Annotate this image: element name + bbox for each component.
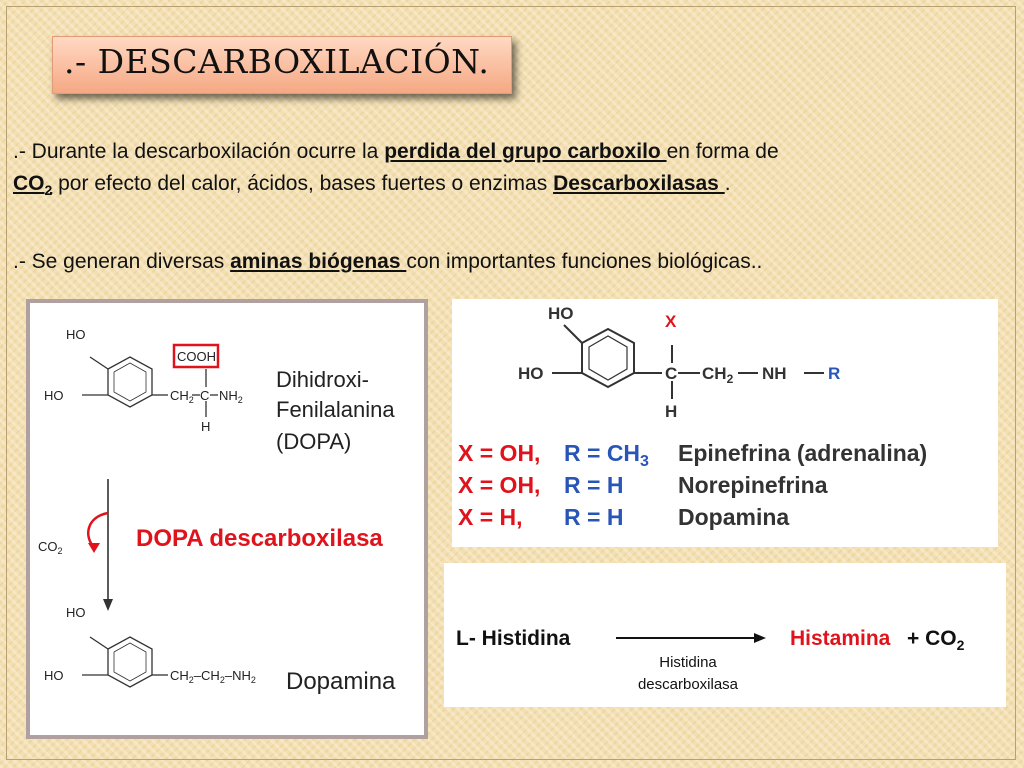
- histidine-label: L- Histidina: [456, 627, 571, 650]
- co2-term: $CO_2$: [13, 172, 53, 199]
- ho-label: HO: [44, 668, 64, 683]
- row-r: $R = CH_3$: [564, 440, 649, 470]
- dopa-panel: [26, 299, 428, 739]
- benzene-ring: [582, 329, 634, 387]
- ho-label: HO: [548, 304, 574, 323]
- nh-label: NH: [762, 364, 787, 383]
- ho-label: HO: [66, 605, 86, 620]
- text-span: .- Se generan diversas: [13, 250, 231, 273]
- text-span: .- Durante la descarboxilación ocurre la: [13, 140, 385, 163]
- row-name: Dopamina: [678, 504, 790, 530]
- dopa-name-1: Dihidroxi-: [276, 367, 369, 392]
- text-span: en forma de: [666, 140, 779, 163]
- row-x: X = OH,: [458, 440, 541, 466]
- histidine-diagram: [444, 563, 1006, 707]
- row-r: R = H: [564, 472, 624, 498]
- underlined-term: Descarboxilasas: [553, 172, 725, 195]
- x-substituent: X: [665, 312, 677, 331]
- row-name: Norepinefrina: [678, 472, 828, 498]
- paragraph-1-line-2: [13, 168, 731, 206]
- text-span: con importantes funciones biológicas..: [406, 250, 763, 273]
- catecholamine-panel: [452, 299, 998, 547]
- benzene-ring: [108, 357, 152, 407]
- paragraph-1-line-1: [13, 136, 779, 168]
- slide-title: .- DESCARBOXILACIÓN.: [64, 42, 490, 81]
- histamine-label: Histamina: [790, 627, 891, 650]
- histidine-panel: [444, 563, 1006, 707]
- dopamine-label: Dopamina: [286, 668, 396, 695]
- enzyme-label: DOPA descarboxilasa: [136, 525, 383, 552]
- co2-product: + $CO_2$: [907, 627, 965, 653]
- underlined-term: aminas biógenas: [230, 250, 407, 273]
- ch2-label: $CH_2$: [702, 364, 734, 386]
- row-x: X = H,: [458, 504, 523, 530]
- cooh-label: COOH: [177, 349, 216, 364]
- h-label: H: [665, 402, 678, 421]
- dopa-name-2: Fenilalanina: [276, 397, 395, 422]
- row-r: R = H: [564, 504, 624, 530]
- enzyme-name-1: Histidina: [659, 654, 717, 671]
- co2-release-arrow: [88, 513, 108, 547]
- h-label: H: [201, 419, 211, 434]
- c-label: C: [200, 388, 210, 403]
- ethylamine-chain: $CH_2-CH_2-NH_2$: [170, 668, 256, 685]
- ch2-label: $CH_2$: [170, 388, 194, 405]
- co2-label: $CO_2$: [38, 539, 63, 556]
- c-label: C: [665, 364, 678, 383]
- ho-label: HO: [66, 327, 86, 342]
- row-x: X = OH,: [458, 472, 541, 498]
- r-substituent: R: [828, 364, 841, 383]
- benzene-ring: [108, 637, 152, 687]
- dopa-diagram: [26, 299, 428, 739]
- dopa-name-3: (DOPA): [276, 429, 352, 454]
- ho-label: HO: [518, 364, 544, 383]
- enzyme-name-2: descarboxilasa: [637, 676, 739, 693]
- text-span: .: [724, 172, 731, 195]
- text-span: por efecto del calor, ácidos, bases fuertes o enzimas: [52, 172, 554, 195]
- row-name: Epinefrina (adrenalina): [678, 440, 928, 466]
- nh2-label: $NH_2$: [219, 388, 243, 405]
- catecholamine-diagram: [452, 299, 998, 547]
- paragraph-2: [13, 246, 762, 278]
- underlined-term: perdida del grupo carboxilo: [384, 140, 667, 163]
- ho-label: HO: [44, 388, 64, 403]
